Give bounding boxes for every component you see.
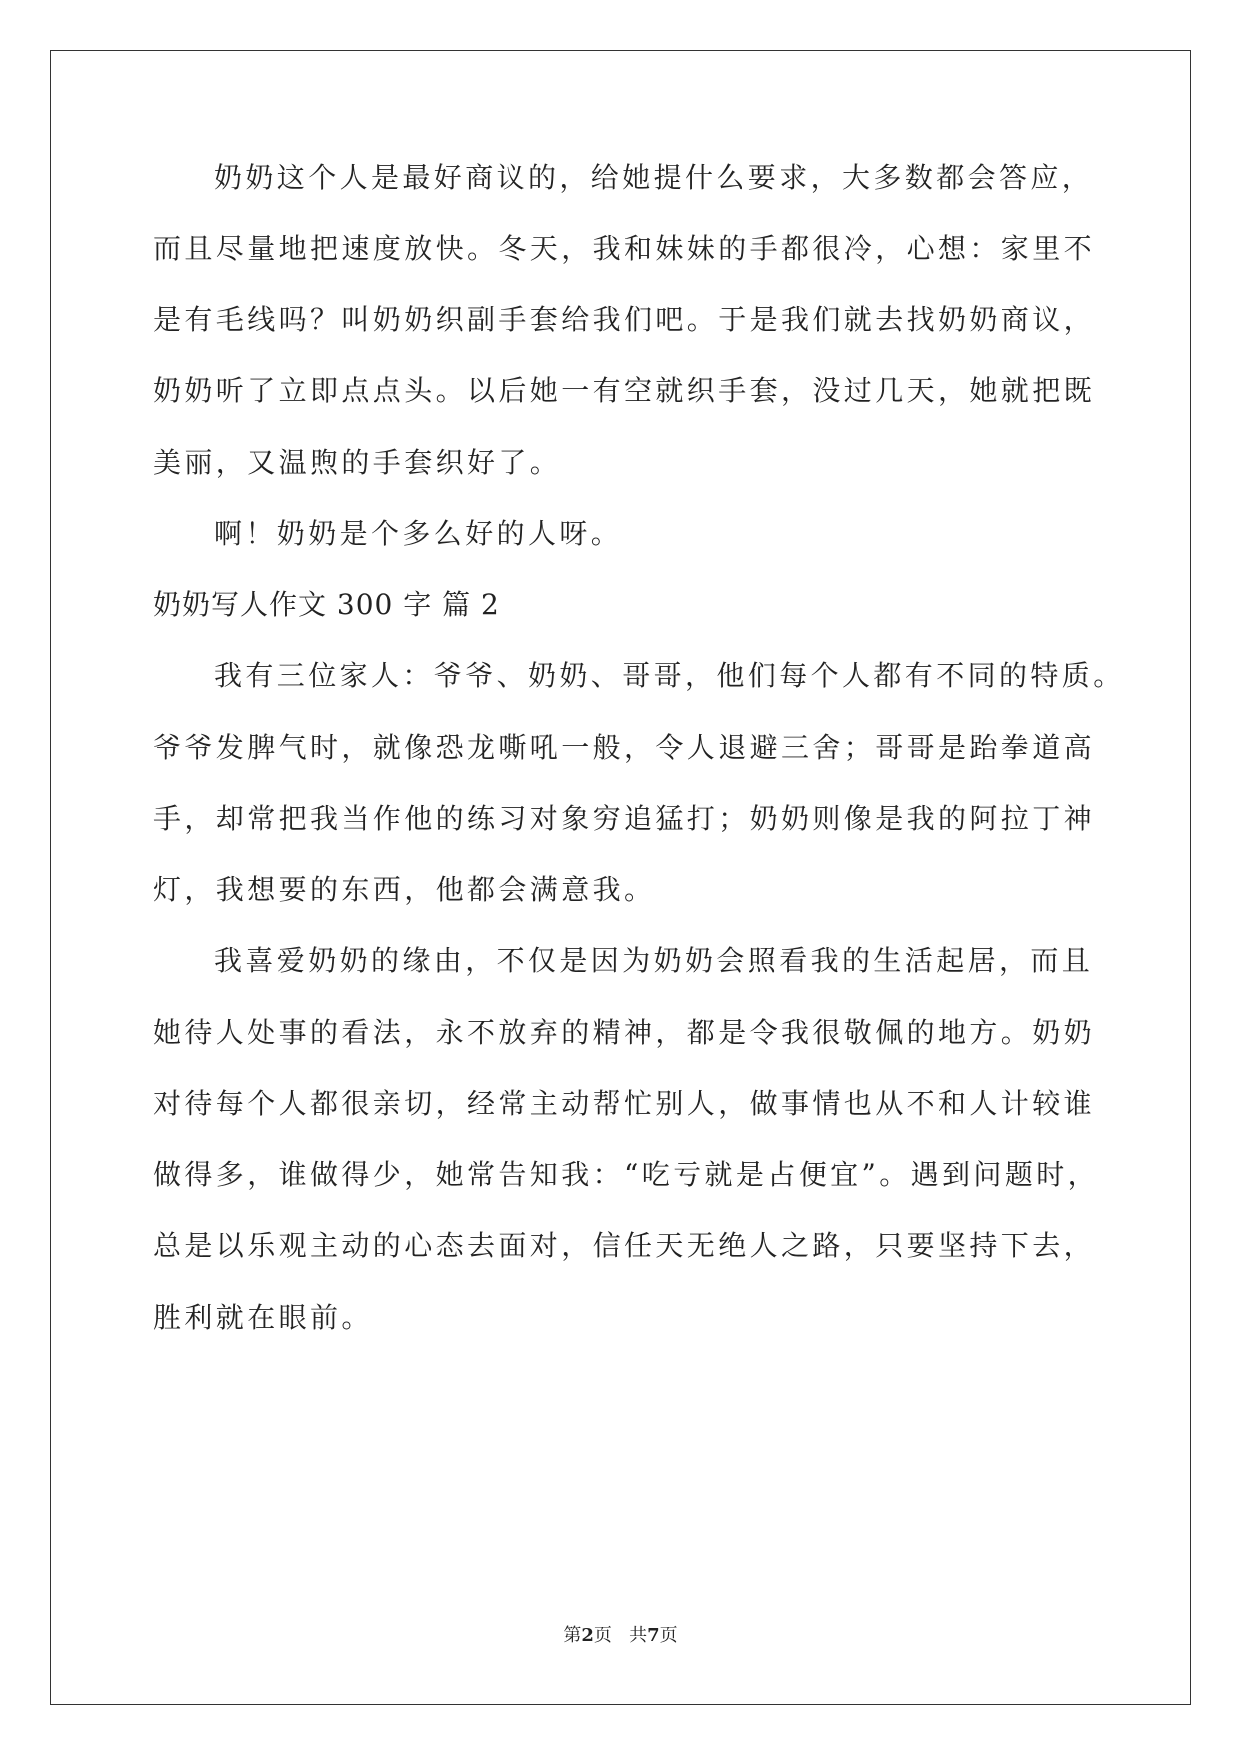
footer-prefix: 第	[563, 1625, 582, 1646]
footer-suffix: 页	[659, 1625, 678, 1646]
text-line: 胜利就在眼前。	[153, 1301, 373, 1334]
text-line: 灯，我想要的东西，他都会满意我。	[153, 873, 656, 906]
text-line: 爷爷发脾气时，就像恐龙嘶吼一般，令人退避三舍；哥哥是跆拳道高	[153, 731, 1096, 764]
section-heading: 奶奶写人作文 300 字 篇 2	[153, 588, 500, 621]
text-line: 她待人处事的看法，永不放弃的精神，都是令我很敬佩的地方。奶奶	[153, 1016, 1096, 1049]
text-line: 是有毛线吗？叫奶奶织副手套给我们吧。于是我们就去找奶奶商议，	[153, 303, 1096, 336]
text-line: 奶奶听了立即点点头。以后她一有空就织手套，没过几天，她就把既	[153, 374, 1096, 407]
text-line: 而且尽量地把速度放快。冬天，我和妹妹的手都很冷，心想：家里不	[153, 232, 1096, 265]
text-line: 做得多，谁做得少，她常告知我：“吃亏就是占便宜”。遇到问题时，	[153, 1158, 1100, 1191]
page-number-footer	[0, 1624, 1241, 1648]
text-line: 奶奶这个人是最好商议的，给她提什么要求，大多数都会答应，	[214, 161, 1094, 194]
total-page-number: 7	[647, 1625, 660, 1646]
text-line: 对待每个人都很亲切，经常主动帮忙别人，做事情也从不和人计较谁	[153, 1087, 1096, 1120]
footer-middle: 页 共	[593, 1625, 648, 1646]
text-line: 我有三位家人：爷爷、奶奶、哥哥，他们每个人都有不同的特质。	[214, 659, 1125, 692]
text-line: 手，却常把我当作他的练习对象穷追猛打；奶奶则像是我的阿拉丁神	[153, 802, 1096, 835]
text-line: 总是以乐观主动的心态去面对，信任天无绝人之路，只要坚持下去，	[153, 1229, 1096, 1262]
current-page-number: 2	[581, 1625, 594, 1646]
text-line: 啊！奶奶是个多么好的人呀。	[214, 517, 623, 550]
text-line: 美丽，又温煦的手套织好了。	[153, 446, 562, 479]
text-line: 我喜爱奶奶的缘由，不仅是因为奶奶会照看我的生活起居，而且	[214, 944, 1094, 977]
